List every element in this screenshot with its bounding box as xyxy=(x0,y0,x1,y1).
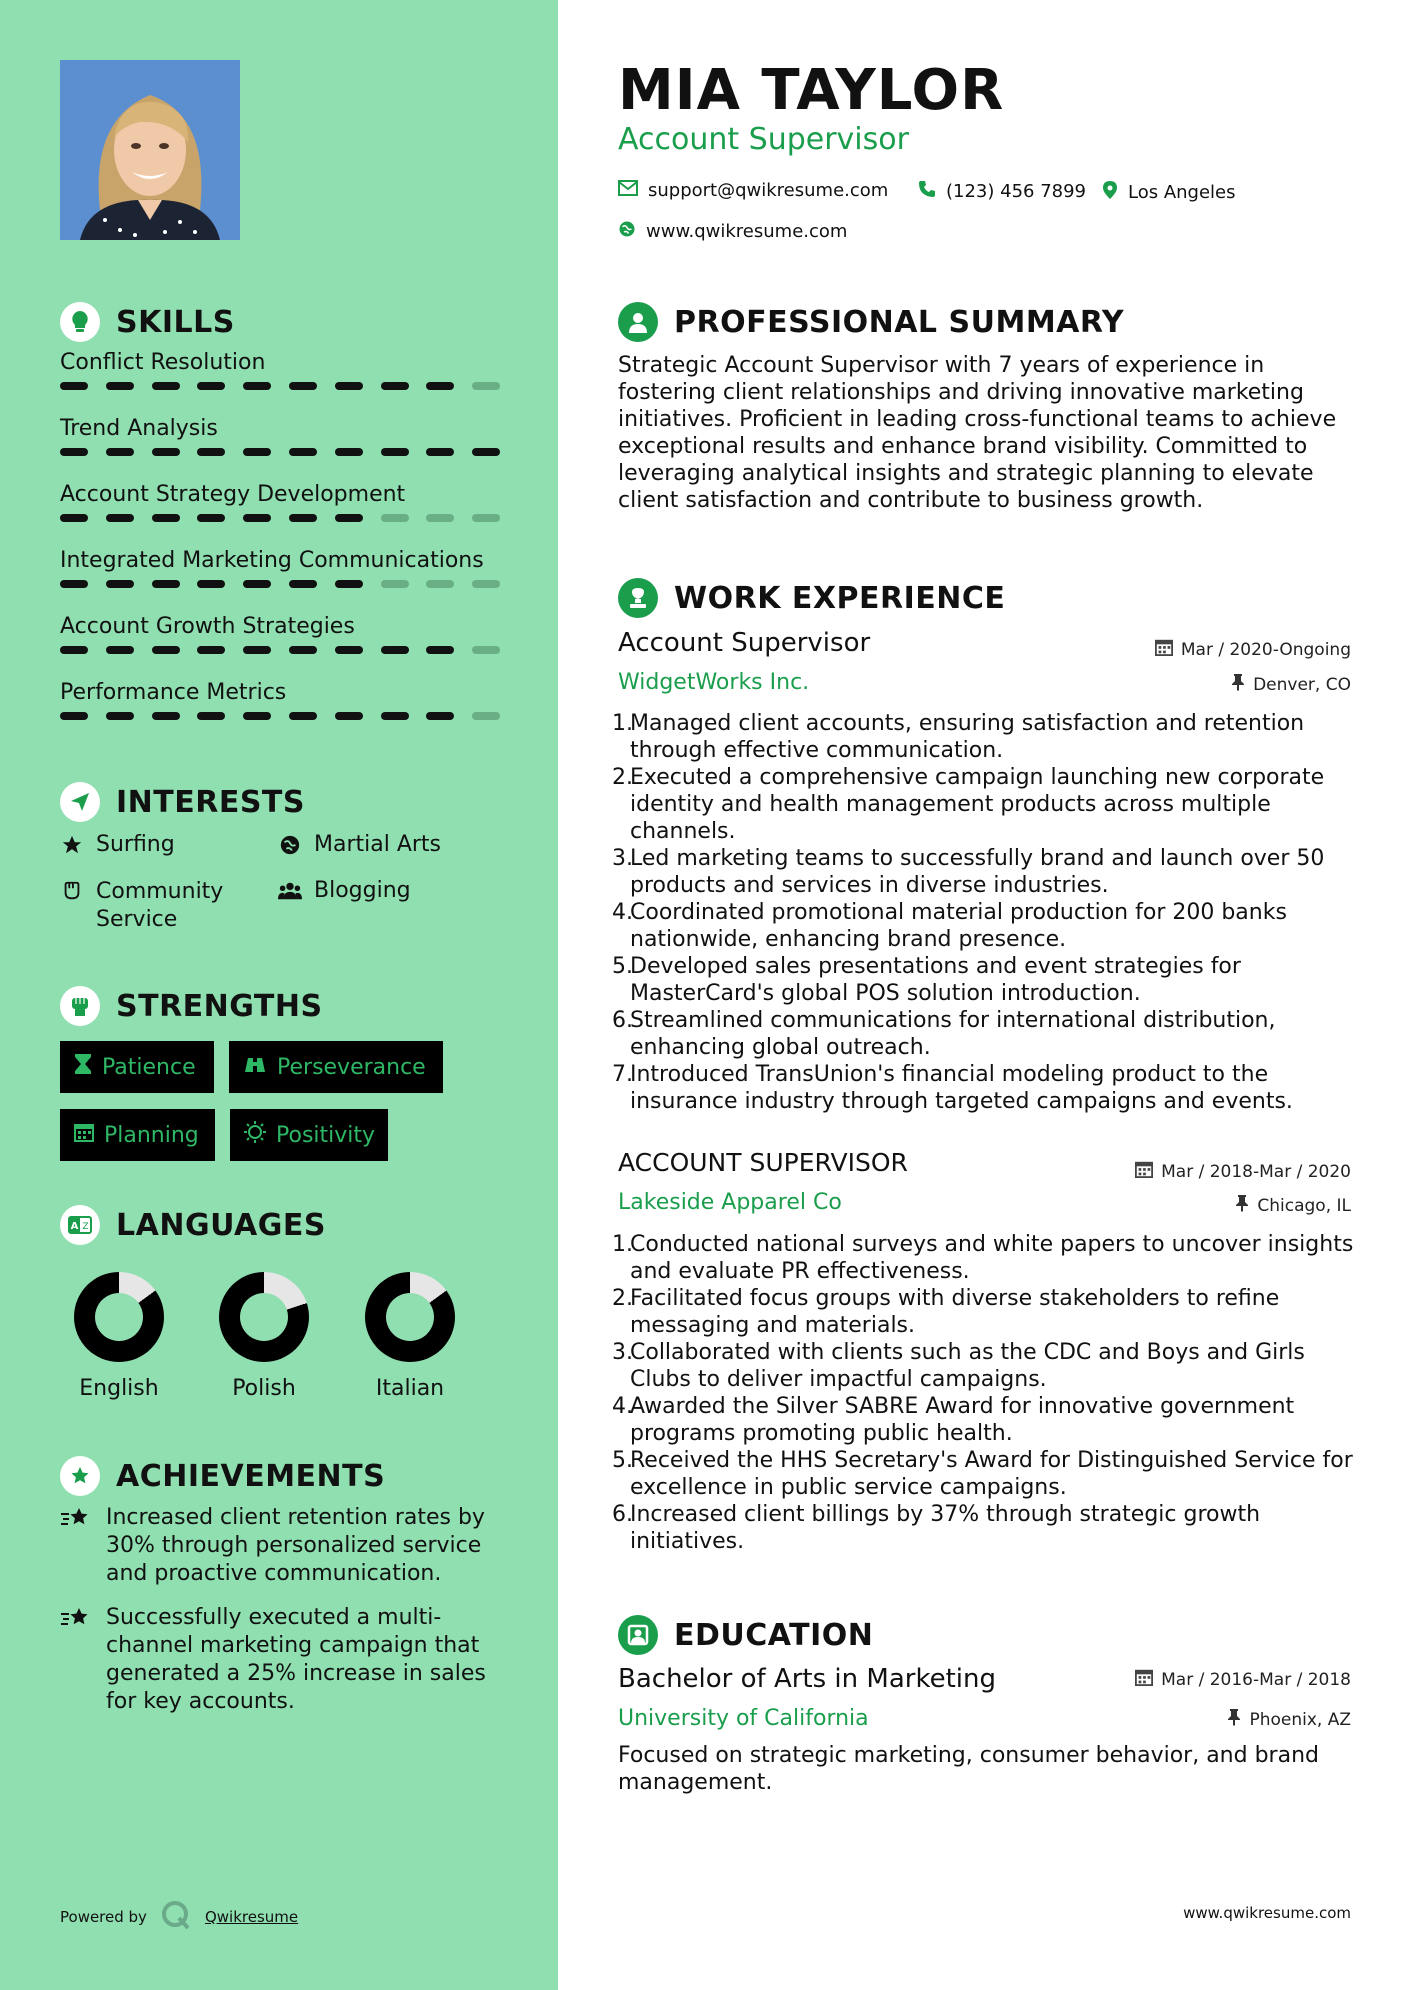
contact-phone[interactable] xyxy=(918,180,1086,203)
job-location-text: Chicago, IL xyxy=(1257,1195,1351,1216)
bullet-text: Received the HHS Secretary's Award for Distinguished Service for excellence in public service campaigns. xyxy=(630,1448,1353,1500)
interest-item-community-service xyxy=(60,878,223,934)
calendar-icon xyxy=(74,1122,94,1148)
job-location xyxy=(1235,1194,1351,1217)
bullet-number: 4. xyxy=(612,1394,633,1419)
education-heading xyxy=(618,1615,873,1655)
bullet-number: 3. xyxy=(612,1340,633,1365)
skill-level-dash xyxy=(472,580,500,588)
bullet-text: Facilitated focus groups with diverse stakeholders to refine messaging and materials. xyxy=(630,1286,1280,1338)
bullet-number: 6. xyxy=(612,1008,633,1033)
skill-level-dash xyxy=(197,580,225,588)
job-dates-text: Mar / 2018-Mar / 2020 xyxy=(1161,1161,1351,1182)
map-pin-icon xyxy=(1102,180,1118,205)
calendar-icon xyxy=(1155,638,1173,661)
skill-level-dash xyxy=(243,448,271,456)
skill-level-dash xyxy=(106,580,134,588)
skill-level-dash xyxy=(472,382,500,390)
skill-level-dash xyxy=(381,646,409,654)
skill-level-dash xyxy=(197,514,225,522)
skill-level-dash xyxy=(106,448,134,456)
skill-level-dash xyxy=(381,448,409,456)
sun-icon xyxy=(244,1121,266,1149)
skill-level-dash xyxy=(60,448,88,456)
skill-level-dash xyxy=(197,448,225,456)
hand-icon xyxy=(60,878,84,902)
strength-label: Positivity xyxy=(276,1122,376,1148)
skill-item xyxy=(60,350,500,375)
interest-label: Surfing xyxy=(96,832,175,857)
bullet-text: Collaborated with clients such as the CDC and Boys and Girls Clubs to deliver impactful campaigns. xyxy=(630,1340,1305,1392)
bullet-text: Increased client billings by 37% through strategic growth initiatives. xyxy=(630,1502,1261,1554)
job-bullet xyxy=(612,710,1368,764)
interests-title: INTERESTS xyxy=(116,784,305,820)
skill-level-dash xyxy=(426,580,454,588)
bullet-number: 1. xyxy=(612,711,633,736)
skill-item xyxy=(60,614,500,639)
pushpin-icon xyxy=(1235,1194,1249,1217)
education-location xyxy=(1227,1708,1351,1731)
strength-chip-positivity xyxy=(230,1109,388,1161)
skill-level-dash xyxy=(289,646,317,654)
phone-icon xyxy=(918,180,936,203)
strengths-title: STRENGTHS xyxy=(116,988,323,1024)
skill-level-dash xyxy=(335,382,363,390)
language-label: English xyxy=(79,1376,159,1401)
skill-name: Account Strategy Development xyxy=(60,482,406,507)
skill-level-dash xyxy=(243,382,271,390)
job-bullet xyxy=(612,1393,1368,1447)
strength-label: Patience xyxy=(102,1054,196,1080)
bullet-text: Managed client accounts, ensuring satisfaction and retention through effective communication. xyxy=(630,711,1305,763)
skill-level-dash xyxy=(106,382,134,390)
shooting-star-icon xyxy=(60,1504,92,1588)
strength-chip-patience xyxy=(60,1041,214,1093)
skill-item xyxy=(60,548,500,573)
bullet-text: Awarded the Silver SABRE Award for innovative government programs promoting public health. xyxy=(630,1394,1295,1446)
contact-email[interactable] xyxy=(618,180,888,201)
main-column xyxy=(558,0,1407,1990)
skill-level-dash xyxy=(381,580,409,588)
qwikresume-logo-icon xyxy=(161,1900,191,1934)
job-location-text: Denver, CO xyxy=(1253,674,1351,695)
achievement-item xyxy=(60,1504,500,1588)
skill-level-dash xyxy=(152,646,180,654)
binoculars-icon xyxy=(243,1054,267,1080)
hourglass-icon xyxy=(74,1053,92,1081)
skill-level-dash xyxy=(106,712,134,720)
skill-level-dash xyxy=(426,712,454,720)
footer-url[interactable]: www.qwikresume.com xyxy=(1183,1904,1351,1922)
skill-name: Account Growth Strategies xyxy=(60,614,355,639)
skill-level-dash xyxy=(289,448,317,456)
skill-level-dash xyxy=(426,646,454,654)
languages-title: LANGUAGES xyxy=(116,1207,326,1243)
skill-level-dash xyxy=(60,514,88,522)
skill-name: Performance Metrics xyxy=(60,680,287,705)
job-bullet xyxy=(612,845,1368,899)
skill-level-dash xyxy=(426,382,454,390)
candidate-name: MIA TAYLOR xyxy=(618,58,1005,123)
pushpin-icon xyxy=(1231,673,1245,696)
job-title: Account Supervisor xyxy=(618,628,871,658)
shooting-star-icon xyxy=(60,1604,92,1716)
bullet-text: Developed sales presentations and event strategies for MasterCard's global POS solution introduction. xyxy=(630,954,1241,1006)
calendar-icon xyxy=(1135,1668,1153,1691)
language-ring xyxy=(219,1272,309,1362)
job-bullet xyxy=(612,1285,1368,1339)
skill-name: Trend Analysis xyxy=(60,416,218,441)
skill-level-dash xyxy=(472,514,500,522)
skill-level-dash xyxy=(335,514,363,522)
interest-item-surfing xyxy=(60,832,175,857)
candidate-role: Account Supervisor xyxy=(618,122,909,157)
job-dates-text: Mar / 2020-Ongoing xyxy=(1180,639,1351,660)
powered-by-label: Powered by xyxy=(60,1908,147,1926)
skill-level-dash xyxy=(106,646,134,654)
education-text: Focused on strategic marketing, consumer behavior, and brand management. xyxy=(618,1743,1319,1795)
job-bullet xyxy=(612,1339,1368,1393)
bullet-number: 7. xyxy=(612,1062,633,1087)
bullet-text: Introduced TransUnion's financial modeling product to the insurance industry through targeted campaigns and events. xyxy=(630,1062,1293,1114)
location-text: Los Angeles xyxy=(1128,182,1236,203)
medal-star-icon xyxy=(60,1456,100,1496)
job-bullet xyxy=(612,764,1368,845)
job-bullet xyxy=(612,899,1368,953)
strength-chip-planning xyxy=(60,1109,215,1161)
bullet-text: Led marketing teams to successfully brand and launch over 50 products and services in diverse industries. xyxy=(630,846,1325,898)
achievement-item xyxy=(60,1604,500,1716)
skill-level-dash xyxy=(381,712,409,720)
skills-heading xyxy=(60,302,235,342)
skill-level-dash xyxy=(289,712,317,720)
interest-item-blogging xyxy=(278,878,411,903)
star-icon xyxy=(60,832,84,856)
skill-level-dash xyxy=(152,448,180,456)
experience-title: WORK EXPERIENCE xyxy=(674,580,1006,616)
paper-plane-icon xyxy=(60,782,100,822)
job-bullet xyxy=(612,1007,1368,1061)
contact-location xyxy=(1102,180,1236,205)
strength-chip-perseverance xyxy=(229,1041,443,1093)
skill-level-dash xyxy=(335,448,363,456)
skill-item xyxy=(60,482,500,507)
skill-level-dash xyxy=(197,382,225,390)
skill-level-dash xyxy=(60,382,88,390)
education-dates-text: Mar / 2016-Mar / 2018 xyxy=(1161,1669,1351,1690)
job-title: ACCOUNT SUPERVISOR xyxy=(618,1148,908,1177)
website-text: www.qwikresume.com xyxy=(646,221,848,242)
job-bullet xyxy=(612,953,1368,1007)
bullet-number: 4. xyxy=(612,900,633,925)
skill-name: Integrated Marketing Communications xyxy=(60,548,484,573)
skill-level-dash xyxy=(335,712,363,720)
bullet-text: Conducted national surveys and white papers to uncover insights and evaluate PR effectiveness. xyxy=(630,1232,1354,1284)
skill-level-dash xyxy=(197,646,225,654)
strength-label: Perseverance xyxy=(277,1054,426,1080)
summary-title: PROFESSIONAL SUMMARY xyxy=(674,304,1125,340)
skill-level-dash xyxy=(289,580,317,588)
job-bullet xyxy=(612,1231,1368,1285)
skill-level-dash xyxy=(243,580,271,588)
interest-label: Martial Arts xyxy=(314,832,442,857)
bullet-text: Executed a comprehensive campaign launching new corporate identity and health management products across multiple channels. xyxy=(630,765,1325,844)
skill-level-dash xyxy=(289,382,317,390)
skill-level-dash xyxy=(152,712,180,720)
interests-heading xyxy=(60,782,305,822)
briefcase-icon xyxy=(618,578,658,618)
interest-label: Blogging xyxy=(314,878,411,903)
svg-text:A: A xyxy=(70,1221,79,1232)
skill-level-dash xyxy=(381,514,409,522)
strength-label: Planning xyxy=(104,1122,199,1148)
skill-level-dash xyxy=(152,580,180,588)
summary-heading xyxy=(618,302,1124,342)
education-location-text: Phoenix, AZ xyxy=(1249,1709,1351,1730)
globe-icon xyxy=(618,220,636,243)
skills-title: SKILLS xyxy=(116,304,235,340)
interest-item-martial-arts xyxy=(278,832,441,857)
skill-level-dash xyxy=(289,514,317,522)
skill-item xyxy=(60,416,500,441)
globe-icon xyxy=(278,832,302,856)
bullet-number: 6. xyxy=(612,1502,633,1527)
skill-level-dash xyxy=(335,646,363,654)
achievements-heading xyxy=(60,1456,385,1496)
sidebar xyxy=(0,0,558,1990)
skill-level-dash xyxy=(472,712,500,720)
skill-level-dash xyxy=(152,514,180,522)
user-icon xyxy=(618,302,658,342)
job-bullets xyxy=(612,710,1368,1115)
education-title: EDUCATION xyxy=(674,1617,874,1653)
skill-level-dash xyxy=(472,448,500,456)
skill-level-dash xyxy=(426,514,454,522)
bullet-number: 3. xyxy=(612,846,633,871)
skill-level-dash xyxy=(426,448,454,456)
skill-level-dash xyxy=(60,580,88,588)
fist-icon xyxy=(60,986,100,1026)
users-icon xyxy=(278,878,302,902)
language-ring xyxy=(74,1272,164,1362)
strengths-heading xyxy=(60,986,323,1026)
skill-level-dash xyxy=(243,646,271,654)
skill-level-dash xyxy=(60,712,88,720)
education-dates xyxy=(1135,1668,1351,1691)
qwikresume-link[interactable]: Qwikresume xyxy=(204,1908,299,1926)
calendar-icon xyxy=(1135,1160,1153,1183)
bullet-number: 2. xyxy=(612,765,633,790)
job-company: Lakeside Apparel Co xyxy=(618,1190,842,1215)
interest-label: Community Service xyxy=(96,879,224,932)
bullet-text: Coordinated promotional material production for 200 banks nationwide, enhancing brand presence. xyxy=(630,900,1287,952)
skill-level-dash xyxy=(472,646,500,654)
bullet-number: 1. xyxy=(612,1232,633,1257)
bullet-number: 5. xyxy=(612,954,633,979)
job-bullet xyxy=(612,1061,1368,1115)
job-bullet xyxy=(612,1447,1368,1501)
svg-text:Z: Z xyxy=(82,1222,89,1232)
education-school: University of California xyxy=(618,1706,869,1731)
achievements-title: ACHIEVEMENTS xyxy=(116,1458,386,1494)
profile-photo xyxy=(60,60,240,240)
languages-heading xyxy=(60,1205,326,1245)
skill-level-dash xyxy=(243,514,271,522)
skill-level-dash xyxy=(152,382,180,390)
skill-level-dash xyxy=(197,712,225,720)
education-degree: Bachelor of Arts in Marketing xyxy=(618,1664,996,1694)
bullet-number: 5. xyxy=(612,1448,633,1473)
skill-name: Conflict Resolution xyxy=(60,350,266,375)
language-icon xyxy=(60,1205,100,1245)
job-location xyxy=(1231,673,1351,696)
job-company: WidgetWorks Inc. xyxy=(618,670,810,695)
email-text: support@qwikresume.com xyxy=(648,180,889,201)
skill-level-dash xyxy=(335,580,363,588)
contact-website[interactable] xyxy=(618,220,847,243)
powered-by xyxy=(60,1900,298,1934)
achievement-text: Successfully executed a multi-channel marketing campaign that generated a 25% increase in sales for key accounts. xyxy=(106,1605,486,1714)
skill-level-dash xyxy=(60,646,88,654)
language-label: Italian xyxy=(375,1376,445,1401)
envelope-icon xyxy=(618,180,638,201)
skill-level-dash xyxy=(106,514,134,522)
language-ring xyxy=(365,1272,455,1362)
summary-text: Strategic Account Supervisor with 7 years of experience in fostering client relationships and driving innovative marketing initiatives. Proficient in leading cross-functional teams to achieve exceptional results and enhance brand visibility. Committed to leveraging analytical insights and strategic planning to elevate client satisfaction and contribute to business growth. xyxy=(618,353,1337,513)
bullet-text: Streamlined communications for international distribution, enhancing global outreach. xyxy=(630,1008,1276,1060)
achievement-text: Increased client retention rates by 30% through personalized service and proactive communication. xyxy=(106,1505,485,1586)
experience-heading xyxy=(618,578,1005,618)
bullet-number: 2. xyxy=(612,1286,633,1311)
graduation-cap-icon xyxy=(618,1615,658,1655)
job-bullet xyxy=(612,1501,1368,1555)
skill-item xyxy=(60,680,500,705)
pushpin-icon xyxy=(1227,1708,1241,1731)
language-label: Polish xyxy=(232,1376,296,1401)
phone-text: (123) 456 7899 xyxy=(946,181,1087,202)
skill-level-dash xyxy=(243,712,271,720)
lightbulb-icon xyxy=(60,302,100,342)
job-bullets xyxy=(612,1231,1368,1555)
job-dates xyxy=(1135,1160,1351,1183)
skill-level-dash xyxy=(381,382,409,390)
job-dates xyxy=(1155,638,1351,661)
